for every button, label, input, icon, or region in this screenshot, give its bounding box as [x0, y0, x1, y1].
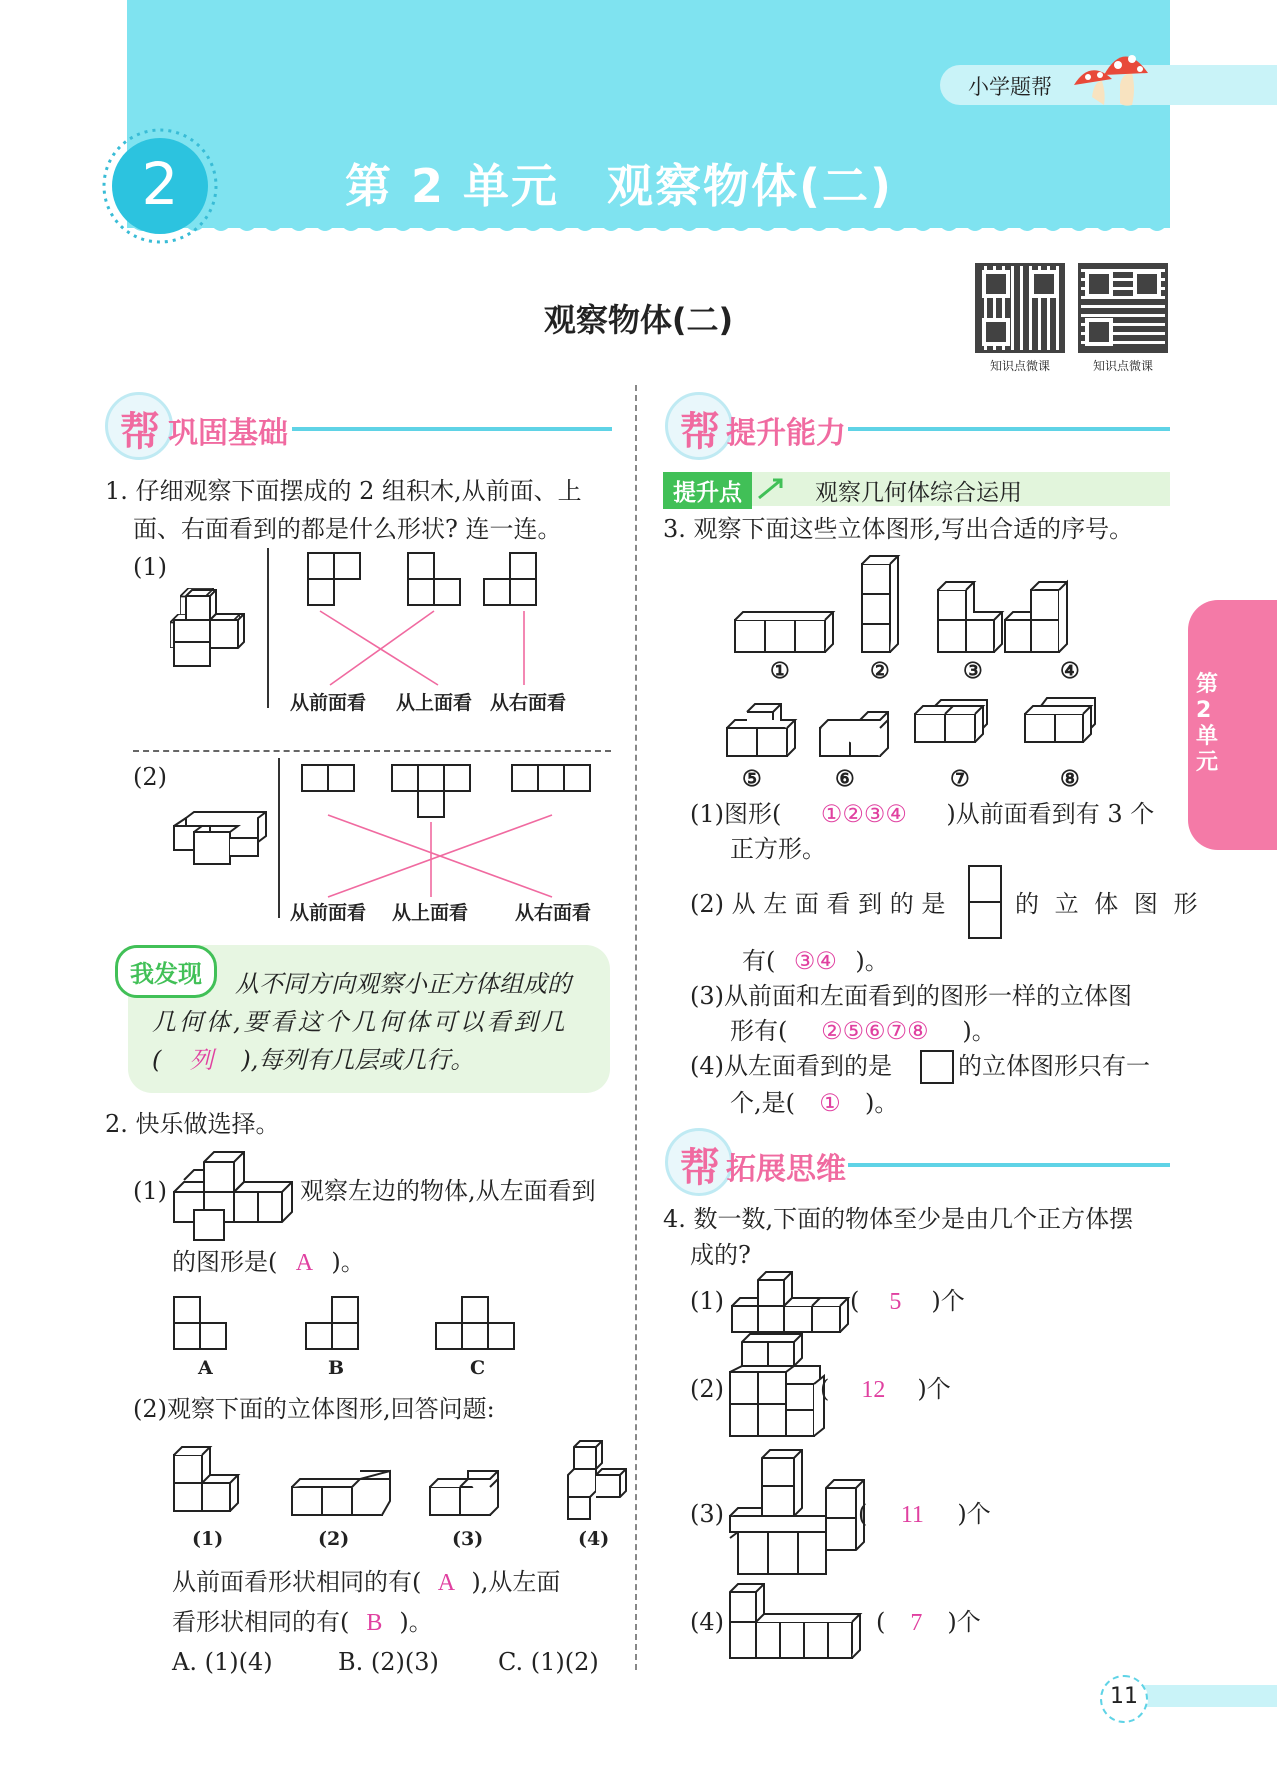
- section-rule-ability: [848, 427, 1170, 431]
- q4-item3-paren: (: [858, 1500, 868, 1528]
- q3-label-5: ⑤: [742, 766, 762, 792]
- q3-s1-line1: [690, 795, 1154, 834]
- q3-s2-line2: [742, 942, 889, 981]
- q2-p1-figure: [172, 1152, 302, 1242]
- q4-item3-answer: [858, 1495, 991, 1534]
- q3-s1-answer: ①②③④: [820, 802, 907, 828]
- q4-item4-value: 7: [910, 1610, 923, 1636]
- q3-s1-line2: 正方形。: [730, 835, 826, 863]
- q2-p1-line2-post: )。: [331, 1248, 365, 1276]
- q3-label-1: ①: [770, 658, 790, 684]
- q4-item3-unit: )个: [957, 1500, 991, 1528]
- q3-s1-post: )从前面看到有 3 个: [946, 800, 1155, 828]
- discover-line2: 几何体,要看这个几何体可以看到几: [152, 1008, 568, 1036]
- q1-part2-label: (2): [133, 763, 167, 791]
- q3-label-6: ⑥: [835, 766, 855, 792]
- q1-part2-view-top: 从上面看: [392, 902, 469, 924]
- q3-s4-post: 的立体图形只有一: [958, 1052, 1150, 1080]
- q3-s1-pre: (1)图形(: [690, 800, 782, 828]
- q3-s4-line2-post: )。: [865, 1089, 899, 1117]
- q2-p2-line2: [172, 1603, 433, 1642]
- q2-p2-line1: [172, 1563, 560, 1602]
- q1-part1-views: [300, 548, 600, 708]
- qr-caption-1: 知识点微课: [989, 359, 1050, 373]
- q2-option-b: B: [328, 1357, 345, 1379]
- q2-fig-label-2: (2): [318, 1528, 350, 1550]
- q1-part2-view-front: 从前面看: [290, 902, 367, 924]
- q4-item3-label: (3): [690, 1500, 724, 1528]
- q1-part2-views: [290, 760, 610, 920]
- q4-item4-paren: (: [876, 1608, 886, 1636]
- section-title-expand: 拓展思维: [726, 1152, 846, 1187]
- q4-item1-figure: [730, 1270, 860, 1336]
- q2-option-c: C: [470, 1357, 486, 1379]
- q1-stem-line2: 面、右面看到的都是什么形状? 连一连。: [133, 515, 562, 543]
- q4-item2-unit: )个: [917, 1375, 951, 1403]
- q2-p2-line1-post: ),从左面: [471, 1568, 561, 1596]
- qr-code-1[interactable]: [975, 263, 1065, 353]
- q3-label-8: ⑧: [1060, 766, 1080, 792]
- discover-badge: 我发现: [115, 945, 217, 998]
- q1-part1-label: (1): [133, 553, 167, 581]
- unit-title: 第 2 单元 观察物体(二): [345, 159, 894, 213]
- q2-p1-line2: [172, 1243, 365, 1282]
- q2-p2-answer1: A: [437, 1570, 456, 1596]
- q4-stem-line1: 4. 数一数,下面的物体至少是由几个正方体摆: [663, 1205, 1134, 1233]
- q1-separator: [133, 750, 611, 752]
- q3-s2-line2-post: )。: [855, 947, 889, 975]
- section-badge-char-expand: 帮: [680, 1145, 720, 1191]
- q3-label-7: ⑦: [950, 766, 970, 792]
- q2-p1-answer: A: [295, 1250, 314, 1276]
- mushroom-icon: [1060, 45, 1150, 115]
- discover-line1: 从不同方向观察小正方体组成的: [235, 970, 571, 998]
- section-badge-char: 帮: [120, 409, 160, 455]
- q4-item2-paren: (: [820, 1375, 830, 1403]
- q3-s2-post: 的 立 体 图 形: [1015, 890, 1202, 918]
- section-rule-basics: [292, 427, 612, 431]
- q1-stem-line1: 1. 仔细观察下面摆成的 2 组积木,从前面、上: [105, 477, 582, 505]
- q2-p2-line1-pre: 从前面看形状相同的有(: [172, 1568, 422, 1596]
- q4-item1-paren: (: [850, 1287, 860, 1315]
- q4-item2-answer: [820, 1370, 951, 1409]
- q2-stem: 2. 快乐做选择。: [105, 1110, 280, 1138]
- q2-p2-line2-post: )。: [399, 1608, 433, 1636]
- q3-stem: 3. 观察下面这些立体图形,写出合适的序号。: [663, 515, 1134, 543]
- q1-part2-view-right: 从右面看: [515, 902, 592, 924]
- q2-option-a: A: [198, 1357, 213, 1379]
- q2-options-figures: [172, 1295, 532, 1355]
- q4-item4-figure: [728, 1582, 878, 1662]
- q3-s3-line1: (3)从前面和左面看到的图形一样的立体图: [690, 982, 1132, 1010]
- q3-s3-line2: [730, 1012, 996, 1051]
- q4-item1-unit: )个: [931, 1287, 965, 1315]
- q1-part2-divider: [278, 758, 280, 918]
- unit-number: 2: [141, 150, 179, 218]
- q4-stem-line2: 成的?: [690, 1241, 751, 1269]
- q3-figures: [725, 548, 1115, 763]
- q4-item4-unit: )个: [947, 1608, 981, 1636]
- section-badge-char-ability: 帮: [680, 409, 720, 455]
- side-tab-label: 第2单元: [1196, 672, 1219, 775]
- q4-item1-value: 5: [889, 1289, 902, 1315]
- page-title: 观察物体(二): [543, 301, 734, 339]
- section-rule-expand: [848, 1163, 1170, 1167]
- q1-part1-cubes: [172, 590, 262, 670]
- q3-s2-pre: (2) 从 左 面 看 到 的 是: [690, 890, 946, 918]
- q4-item3-figure: [728, 1448, 878, 1576]
- q2-p2-answer2: B: [366, 1610, 383, 1636]
- q2-p2-figures: [172, 1437, 642, 1537]
- q3-label-2: ②: [870, 658, 890, 684]
- q2-p1-label: (1): [133, 1177, 167, 1205]
- q4-item1-label: (1): [690, 1287, 724, 1315]
- q2-fig-label-3: (3): [452, 1528, 484, 1550]
- q3-s4-answer: ①: [819, 1091, 841, 1117]
- q3-s3-post: )。: [962, 1017, 996, 1045]
- q3-s2-line2-pre: 有(: [742, 947, 776, 975]
- q3-s2-answer: ③④: [793, 949, 837, 975]
- discover-answer: 列: [189, 1048, 214, 1074]
- q3-s4-pre: (4)从左面看到的是: [690, 1052, 892, 1080]
- q3-s4-shape: [920, 1050, 954, 1084]
- q4-item1-answer: [850, 1282, 965, 1321]
- q4-item2-value: 12: [861, 1377, 886, 1403]
- discover-rest: ),每列有几层或几行。: [241, 1046, 475, 1074]
- q4-item4-label: (4): [690, 1608, 724, 1636]
- q3-label-3: ③: [963, 658, 983, 684]
- q4-item4-answer: [876, 1603, 981, 1642]
- q4-item3-value: 11: [900, 1502, 924, 1528]
- q2-choice-b: B. (2)(3): [338, 1648, 439, 1676]
- q3-s3-answer: ②⑤⑥⑦⑧: [821, 1019, 929, 1045]
- q3-s4-line2: [730, 1084, 898, 1123]
- q2-p2-text: (2)观察下面的立体图形,回答问题:: [133, 1395, 495, 1423]
- q3-s3-pre: 形有(: [730, 1017, 788, 1045]
- discover-paren-open: (: [152, 1046, 162, 1074]
- q2-choice-c: C. (1)(2): [498, 1648, 599, 1676]
- page-number: 11: [1110, 1684, 1138, 1709]
- header-wave: [127, 215, 1170, 245]
- q1-part1-view-top: 从上面看: [396, 692, 473, 714]
- q2-fig-label-4: (4): [578, 1528, 610, 1550]
- q1-part1-view-right: 从右面看: [490, 692, 567, 714]
- section-title-ability: 提升能力: [726, 416, 846, 451]
- q2-choice-a: A. (1)(4): [172, 1648, 273, 1676]
- q4-item2-label: (2): [690, 1375, 724, 1403]
- q1-part2-figure: [172, 812, 272, 872]
- discover-line3: [152, 1041, 474, 1080]
- brand-label: 小学题帮: [968, 75, 1052, 99]
- qr-code-2[interactable]: [1078, 263, 1168, 353]
- q2-p2-line2-pre: 看形状相同的有(: [172, 1608, 350, 1636]
- q1-part1-view-front: 从前面看: [290, 692, 367, 714]
- q3-label-4: ④: [1060, 658, 1080, 684]
- section-title-basics: 巩固基础: [168, 416, 288, 451]
- q2-p1-line2-pre: 的图形是(: [172, 1248, 278, 1276]
- arrow-icon: [755, 474, 789, 504]
- q1-part1-divider: [267, 548, 269, 708]
- q2-p1-text: 观察左边的物体,从左面看到: [300, 1177, 596, 1205]
- q3-s4-line2-pre: 个,是(: [730, 1089, 795, 1117]
- improve-tag: 提升点: [663, 472, 752, 509]
- improve-text: 观察几何体综合运用: [815, 480, 1022, 506]
- q2-fig-label-1: (1): [192, 1528, 224, 1550]
- q3-s2-shape: [968, 865, 1002, 939]
- qr-caption-2: 知识点微课: [1092, 359, 1153, 373]
